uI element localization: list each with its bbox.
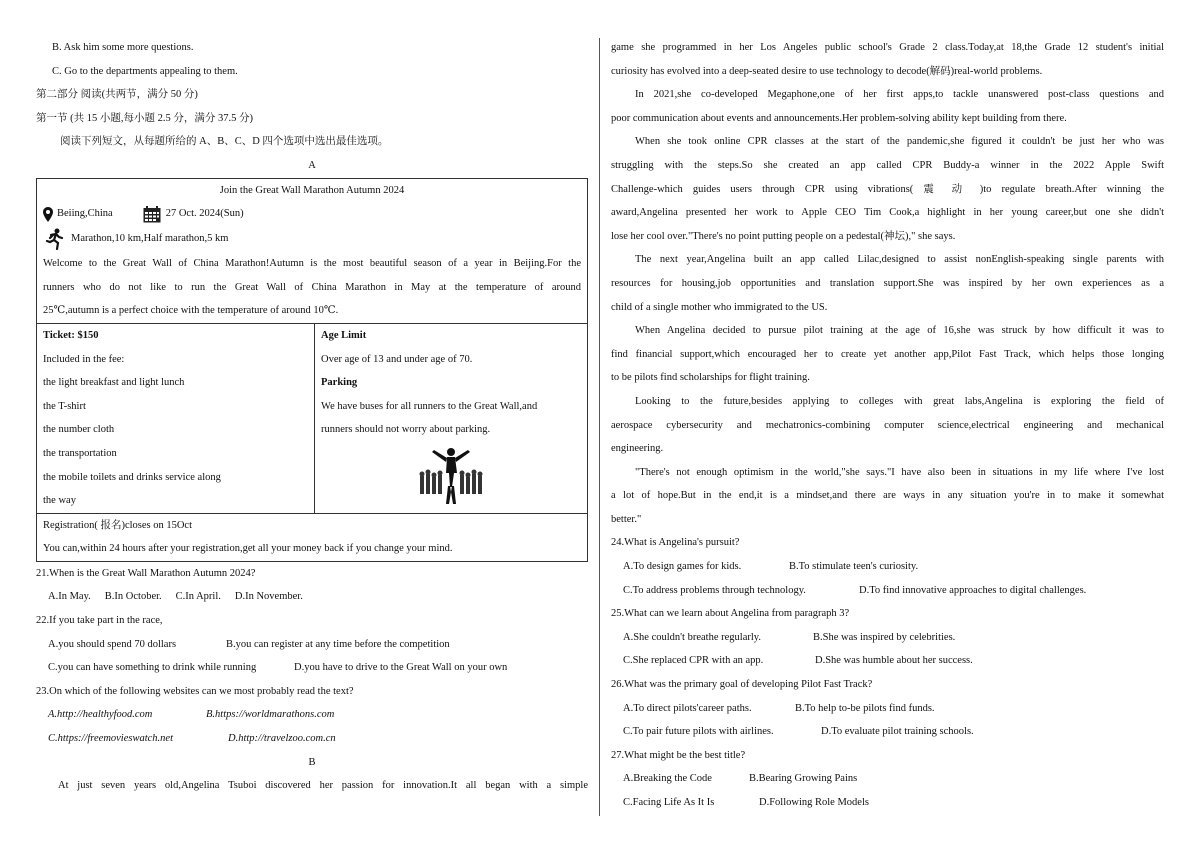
q24-option-d: D.To find innovative approaches to digital challenges. [859, 584, 1087, 596]
prev-option-c: C. Go to the departments appealing to them. [52, 65, 238, 77]
ad-location: Beiing,China [57, 208, 113, 220]
registration-cell [37, 513, 587, 561]
passage-line: a lot of hope.But in the end,it is a mindset,and there are ways in any situation you're in to make it somewhat [611, 490, 1164, 502]
q26-option-d: D.To evaluate pilot training schools. [821, 726, 974, 738]
q22-option-d: D.you have to drive to the Great Wall on your own [294, 662, 508, 674]
passage-line: lose her cool over."There's no point putting people on a pedestal(神坛)," she says. [611, 230, 956, 242]
running-person-icon [43, 228, 65, 250]
q23-option-d: D.http://travelzoo.com.cn [228, 733, 336, 745]
passage-line: The next year,Angelina built an app called Lilac,designed to assist nonEnglish-speaking single parents with [635, 254, 1164, 266]
passage-line: engineering. [611, 443, 664, 455]
passage-line: struggling with the steps.So she created an app called CPR Buddy-a winner in the 2022 Apple Swift [611, 159, 1164, 171]
age-title: Age Limit [321, 329, 367, 341]
passage-line: When Angelina decided to pursue pilot training at the age of 16,she was struck by how difficult it was to [635, 325, 1164, 337]
passage-line: poor communication about events and announcements.Her problem-solving ability kept building from there. [611, 112, 1067, 124]
q26-options-row2 [611, 720, 1164, 744]
q27-options-row2 [611, 791, 1164, 815]
location-pin-icon [43, 207, 53, 222]
passage-b-label: B [308, 756, 316, 768]
q23-options-row2 [36, 727, 588, 751]
passage-line: find financial support,which encouraged her to create yet another app,Pilot Fast Track, which helps those longing [611, 348, 1164, 360]
prev-option-b: B. Ask him some more questions. [52, 42, 194, 53]
passage-line: When she took online CPR classes at the start of the pandemic,she figured it couldn't be just her who was [635, 136, 1164, 148]
q21-option-c: C.In April. [175, 591, 221, 603]
q25-option-d: D.She was humble about her success. [815, 655, 973, 667]
passage-line: Challenge-which guides users through CPR using vibrations( 震 动 )to regulate breath.After winning the [611, 183, 1164, 195]
ticket-line: the T-shirt [43, 400, 86, 412]
q23-option-c: C.https://freemovieswatch.net [48, 733, 174, 745]
welcome-line-3: 25℃,autumn is a perfect choice with the temperature of around 10℃. [43, 305, 339, 317]
q21-stem: 21.When is the Great Wall Marathon Autumn 2024? [36, 567, 256, 579]
registration-line: You can,within 24 hours after your registration,get all your money back if you change your mind. [43, 543, 453, 555]
q25-option-b: B.She was inspired by celebrities. [813, 631, 956, 643]
q25-options-row1 [611, 626, 1164, 650]
passage-b-first-line: At just seven years old,Angelina Tsuboi discovered her passion for innovation.It all began with a simple [58, 780, 588, 792]
q24-options-row2 [611, 579, 1164, 603]
q21-option-b: B.In October. [104, 591, 162, 603]
welcome-line-1: Welcome to the Great Wall of China Marathon!Autumn is the most beautiful season of a year in Beijing.For the [43, 258, 581, 270]
passage-line: resources for housing,job opportunities and translation support.She was inspired by her own experiences as a [611, 277, 1164, 289]
right-column [611, 36, 1164, 815]
ad-title: Join the Great Wall Marathon Autumn 2024 [219, 184, 405, 196]
q27-options-row1 [611, 767, 1164, 791]
ticket-line: Included in the fee: [43, 353, 125, 365]
q24-option-a: A.To design games for kids. [623, 561, 742, 573]
ticket-line: the number cloth [43, 424, 115, 436]
passage-line: In 2021,she co-developed Megaphone,one of her first apps,to tackle unanswered post-class questions and [635, 89, 1164, 101]
ticket-line: the way [43, 495, 76, 507]
instructions: 阅读下列短文，从每题所给的 A、B、C、D 四个选项中选出最佳选项。 [60, 136, 389, 148]
q27-option-d: D.Following Role Models [759, 797, 869, 808]
ticket-line: the light breakfast and light lunch [43, 377, 185, 389]
passage-line: "There's not enough optimism in the world,"she says."I have also been in situations in my life where I've lost [635, 466, 1164, 478]
q24-options-row1 [611, 555, 1164, 579]
parking-line: We have buses for all runners to the Great Wall,and [321, 400, 538, 412]
q27-option-b: B.Bearing Growing Pains [749, 773, 858, 785]
q23-options-row1 [36, 703, 588, 727]
q22-options-row2 [36, 656, 588, 680]
q26-option-c: C.To pair future pilots with airlines. [623, 726, 774, 738]
q26-option-b: B.To help to-be pilots find funds. [795, 702, 935, 714]
age-parking-cell [315, 324, 587, 513]
ticket-title: Ticket: $150 [43, 329, 99, 341]
q27-stem: 27.What might be the best title? [611, 749, 746, 761]
passage-line: to be pilots find scholarships for flight training. [611, 372, 810, 384]
passage-line: aerospace cybersecurity and mechatronics-combining computer science,electrical engineering and mechanical [611, 419, 1164, 431]
q25-option-c: C.She replaced CPR with an app. [623, 655, 764, 667]
q26-stem: 26.What was the primary goal of developing Pilot Fast Track? [611, 679, 873, 691]
q21-option-a: A.In May. [48, 591, 91, 603]
q25-option-a: A.She couldn't breathe regularly. [623, 631, 761, 643]
q22-option-c: C.you can have something to drink while running [48, 662, 257, 674]
q24-option-b: B.To stimulate teen's curiosity. [789, 561, 919, 573]
q26-option-a: A.To direct pilots'career paths. [623, 702, 752, 714]
q23-stem: 23.On which of the following websites can we most probably read the text? [36, 685, 354, 697]
marathon-ad [36, 178, 588, 562]
ad-date: 27 Oct. 2024(Sun) [165, 208, 244, 220]
section1-title: 第一节 (共 15 小题,每小题 2.5 分，满分 37.5 分) [36, 112, 253, 124]
part2-title: 第二部分 阅读(共两节，满分 50 分) [36, 89, 198, 101]
q22-stem: 22.If you take part in the race, [36, 615, 163, 627]
q21-option-d: D.In November. [234, 591, 303, 603]
ad-events: Marathon,10 km,Half marathon,5 km [71, 233, 229, 245]
q25-options-row2 [611, 649, 1164, 673]
passage-line: game she programmed in her Los Angeles public school's Grade 2 class.Today,at 18,the Grade 12 student's initial [611, 42, 1164, 53]
q25-stem: 25.What can we learn about Angelina from paragraph 3? [611, 608, 850, 620]
ticket-line: the mobile toilets and drinks service along [43, 471, 221, 483]
q22-options-row1 [36, 633, 588, 657]
passage-line: curiosity has evolved into a deep-seated desire to use technology to decode(解码)real-world problems. [611, 65, 1043, 77]
parking-line: runners should not worry about parking. [321, 424, 491, 436]
q23-option-a: A.http://healthyfood.com [48, 709, 153, 721]
calendar-icon [143, 206, 161, 223]
passage-a-label: A [308, 159, 316, 171]
q27-option-a: A.Breaking the Code [623, 773, 712, 785]
passage-line: child of a single mother who immigrated to the US. [611, 301, 828, 313]
q24-stem: 24.What is Angelina's pursuit? [611, 537, 740, 549]
q22-option-b: B.you can register at any time before the competition [226, 638, 450, 650]
q24-option-c: C.To address problems through technology. [623, 584, 806, 596]
marathon-runners-illustration [321, 446, 581, 506]
passage-line: Looking to the future,besides applying to colleges with great labs,Angelina is exploring the field of [635, 395, 1164, 407]
passage-line: better." [611, 513, 642, 525]
q27-option-c: C.Facing Life As It Is [623, 797, 715, 808]
left-column [36, 36, 588, 798]
parking-title: Parking [321, 377, 358, 389]
age-text: Over age of 13 and under age of 70. [321, 353, 473, 365]
passage-line: award,Angelina presented her work to Apple CEO Tim Cook,a highlight in her young career,but one she didn't [611, 207, 1164, 219]
q26-options-row1 [611, 697, 1164, 721]
ticket-line: the transportation [43, 447, 117, 459]
ticket-cell [37, 324, 315, 513]
column-divider [599, 38, 600, 816]
q21-options [36, 585, 588, 609]
q23-option-b: B.https://worldmarathons.com [206, 709, 335, 721]
welcome-line-2: runners who do not like to run the Great Wall of China Marathon in May at the temperature of around [43, 281, 581, 293]
registration-line: Registration( 报名)closes on 15Oct [43, 519, 193, 531]
q22-option-a: A.you should spend 70 dollars [48, 638, 177, 650]
